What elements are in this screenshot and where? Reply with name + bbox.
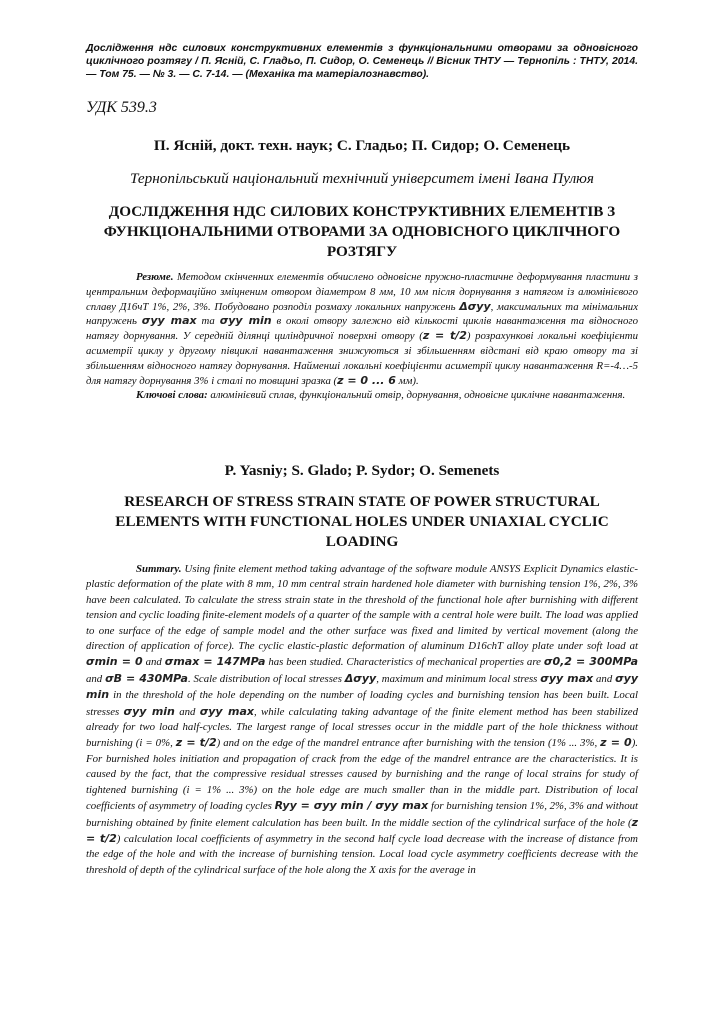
formula-delta-sigma-en: Δσyy bbox=[344, 671, 377, 685]
formula-z-t2-en: z = t/2 bbox=[175, 736, 217, 750]
formula-sigma-max: σyy max bbox=[141, 314, 197, 328]
formula-sigma-min: σyy min bbox=[219, 314, 272, 328]
formula-sigma-02: σ0,2 = 300MPa bbox=[543, 655, 638, 669]
formula-sigma-max-en: σyy max bbox=[540, 671, 594, 685]
formula-sigma-max-en-2: σyy max bbox=[199, 704, 254, 718]
formula-r-yy: Ryy = σyy min / σyy max bbox=[274, 799, 429, 813]
abstract-ua: Резюме. Методом скінченних елементів обчислено одновісне пружно-пластичне деформування пластини з центральним деформаційно зміцненим отвором діаметром 8 мм, 10 мм після дорнування з натягом із алюмінієвого сплаву Д16чТ 1%, 2%, 3%. Побудовано розподіл розмаху локальних напружень Δσyy, максимальних та мінімальних напружень σyy max та σyy min в околі отвору залежно від кількості циклів навантаження та відносного натягу дорнування. У середній ділянці циліндричної поверхні отвору (z = t/2) розрахункові локальні коефіцієнти асиметрії циклу у другому півциклі навантаження знижуються зі збільшенням відстані від краю отвору та зі збільшенням відносного натягу дорнування. Найменші локальні коефіцієнти асиметрії циклу навантаження R=-4…-5 для натягу дорнування 3% і сталі по товщині зразка (z = 0 ... 6 мм). Ключові слова: алюмінієвий сплав, функціональний отвір, дорнування, одновісне циклічне навантаження. bbox=[86, 271, 639, 402]
formula-sigma-min-0: σmin = 0 bbox=[86, 655, 143, 669]
formula-z-t2-en-2: z = t/2 bbox=[86, 815, 638, 845]
citation: Дослідження ндс силових конструктивних елементів з функціональними отворами за одновісного циклічного розтягу / П. Ясній, С. Гладьо, П. Сидор, О. Семенець // Вісник ТНТУ — Тернопіль : ТНТУ, 2014. — Том 75. — № 3. — С. 7-14. — (Механіка та матеріалознавство). bbox=[86, 43, 638, 80]
formula-sigma-max-147: σmax = 147MPa bbox=[164, 655, 266, 669]
formula-z-0: z = 0 bbox=[600, 736, 632, 750]
udk-code: УДК 539.3 bbox=[86, 99, 157, 116]
affiliation: Тернопільський національний технічний університет імені Івана Пулюя bbox=[130, 170, 594, 187]
formula-sigma-min-en-2: σyy min bbox=[123, 704, 175, 718]
keywords-label: Ключові слова: bbox=[136, 389, 208, 402]
formula-sigma-b: σB = 430MPa bbox=[105, 671, 188, 685]
summary-en: Summary. Using finite element method taking advantage of the software module ANSYS Explicit Dynamics elastic-plastic deformation of the plate with 8 mm, 10 mm central strain hardened hole diameter with burnishing tension 1%, 2%, 3% have been calculated. To calculate the stress strain state in the threshold of the functional hole after burnishing with different tension and cyclic loading finite-element models of a quarter of the sample with a central hole were built. The load was applied to one surface of the edge of sample model and the other surface was fixed and limited by vertical movement (along the direction of application of force). The cyclic elastic-plastic deformation of aluminum D16chT alloy plate under soft load at σmin = 0 and σmax = 147MPa has been studied. Characteristics of mechanical properties are σ0,2 = 300MPa and σB = 430MPa. Scale distribution of local stresses Δσyy, maximum and minimum local stress σyy max and σyy min in the threshold of the hole depending on the number of loading cycles and burnishing tension has been built. Local stresses σyy min and σyy max, while calculating taking advantage of the finite element method has been stabilized already for two load half-cycles. The largest range of local stresses occur in the middle part of the hole thickness without burnishing (i = 0%, z = t/2) and on the edge of the mandrel entrance after burnishing with the tension (1% ... 3%, z = 0). For burnished holes initiation and propagation of crack from the edge of the mandrel entrance are the characteristics. It is caused by the fact, that the compressive residual stresses caused by burnishing and the range of local strains for study of tightened burnishing (i = 1% ... 3%) on the hole edge are much smaller than in the middle part. Distribution of local coefficients of asymmetry of loading cycles Ryy = σyy min / σyy max for burnishing tension 1%, 2%, 3% and without burnishing obtained by finite element calculation has been built. In the middle section of the cylindrical surface of the hole (z = t/2) calculation local coefficients of asymmetry in the second half cycle load decrease with the increase of distance from the edge of the hole and with the increase of burnishing tension. Local load cycle asymmetry coefficients decrease with the threshold of depth of the cylindrical surface of the hole along the X axis for the average in bbox=[86, 563, 639, 876]
summary-label: Summary. bbox=[136, 563, 182, 575]
formula-delta-sigma: Δσyy bbox=[459, 299, 491, 313]
authors-ua: П. Ясній, докт. техн. наук; С. Гладьо; П. Сидор; О. Семенець bbox=[153, 137, 571, 154]
title-ua: ДОСЛІДЖЕННЯ НДС СИЛОВИХ КОНСТРУКТИВНИХ ЕЛЕМЕНТІВ З ФУНКЦІОНАЛЬНИМИ ОТВОРАМИ ЗА ОДНОВІСНОГО ЦИКЛІЧНОГО РОЗТЯГУ bbox=[103, 203, 621, 260]
authors-en: P. Yasniy; S. Glado; P. Sydor; O. Semenets bbox=[224, 462, 500, 479]
formula-z-range: z = 0 ... 6 bbox=[337, 373, 396, 387]
formula-sigma-min-en: σyy min bbox=[86, 671, 639, 702]
abstract-label: Резюме. bbox=[136, 271, 174, 283]
formula-z-t2: z = t/2 bbox=[422, 329, 467, 343]
title-en: RESEARCH OF STRESS STRAIN STATE OF POWER STRUCTURAL ELEMENTS WITH FUNCTIONAL HOLES UNDER UNIAXIAL CYCLIC LOADING bbox=[115, 493, 609, 550]
keywords: алюмінієвий сплав, функціональний отвір, дорнування, одновісне циклічне навантаження. bbox=[210, 389, 626, 402]
